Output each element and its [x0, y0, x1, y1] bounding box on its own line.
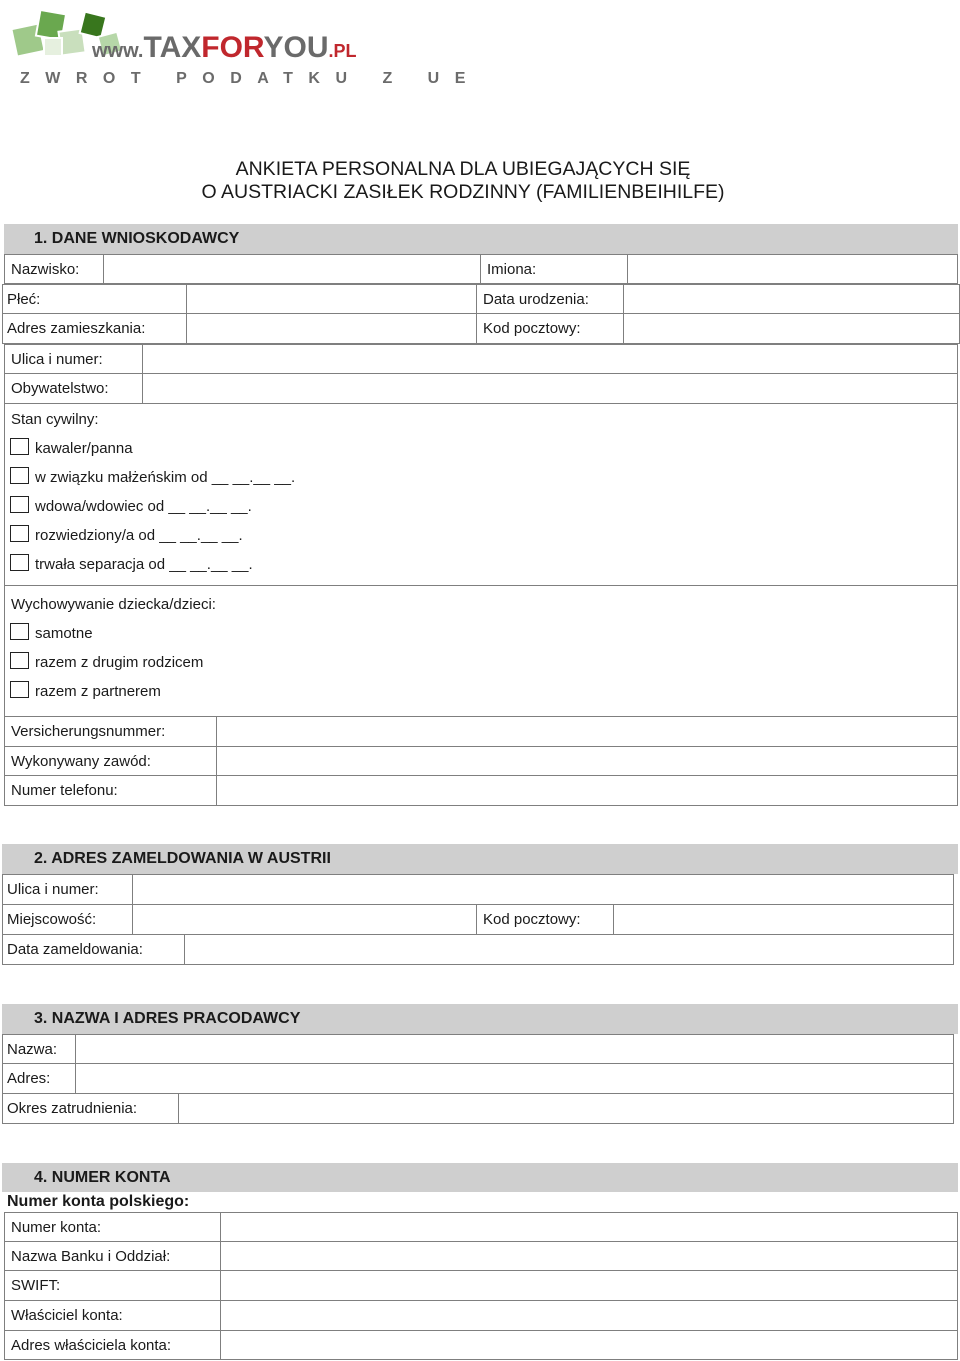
marital-status-label: Stan cywilny: [11, 411, 99, 428]
birth-date-field[interactable] [623, 284, 960, 314]
phone-label: Numer telefonu: [4, 775, 217, 806]
form-title-line1: ANKIETA PERSONALNA DLA UBIEGAJĄCYCH SIĘ [235, 158, 691, 180]
street-field[interactable] [142, 344, 958, 374]
option-married-label: w związku małżeńskim od __ __.__ __. [35, 469, 296, 486]
logo-tagline: ZWROT PODATKU Z UE [20, 70, 481, 87]
checkbox-alone[interactable] [10, 623, 29, 640]
austria-street-field[interactable] [132, 874, 954, 905]
insurance-number-label: Versicherungsnummer: [4, 716, 217, 747]
polish-account-subheading: Numer konta polskiego: [7, 1193, 190, 1210]
postal-code-field[interactable] [623, 313, 960, 344]
employment-period-field[interactable] [178, 1093, 954, 1124]
employer-address-label: Adres: [2, 1063, 76, 1094]
option-with-parent-label: razem z drugim rodzicem [35, 654, 204, 671]
bank-name-field[interactable] [220, 1241, 958, 1271]
citizenship-field[interactable] [142, 373, 958, 404]
section2-heading: 2. ADRES ZAMELDOWANIA W AUSTRII [2, 844, 958, 874]
option-single-label: kawaler/panna [35, 440, 133, 457]
phone-field[interactable] [216, 775, 958, 806]
account-number-field[interactable] [220, 1212, 958, 1242]
employment-period-label: Okres zatrudnienia: [2, 1093, 179, 1124]
occupation-label: Wykonywany zawód: [4, 746, 217, 776]
checkbox-with-partner[interactable] [10, 681, 29, 698]
option-alone-label: samotne [35, 625, 93, 642]
bank-name-label: Nazwa Banku i Oddział: [4, 1241, 221, 1271]
employer-name-field[interactable] [75, 1034, 954, 1064]
citizenship-label: Obywatelstwo: [4, 373, 143, 404]
owner-address-field[interactable] [220, 1330, 958, 1360]
checkbox-single[interactable] [10, 438, 29, 455]
logo-for: FOR [201, 31, 264, 64]
home-address-label: Adres zamieszkania: [2, 313, 187, 344]
insurance-number-field[interactable] [216, 716, 958, 747]
owner-address-label: Adres właściciela konta: [4, 1330, 221, 1360]
logo-tld: .PL [328, 41, 357, 61]
checkbox-divorced[interactable] [10, 525, 29, 542]
gender-field[interactable] [186, 284, 477, 314]
occupation-field[interactable] [216, 746, 958, 776]
given-names-label: Imiona: [480, 254, 628, 284]
registration-date-label: Data zameldowania: [2, 934, 185, 965]
checkbox-separated[interactable] [10, 554, 29, 571]
swift-field[interactable] [220, 1270, 958, 1301]
registration-date-field[interactable] [184, 934, 954, 965]
home-address-field[interactable] [186, 313, 477, 344]
option-widowed-label: wdowa/wdowiec od __ __.__ __. [35, 498, 252, 515]
section1-heading: 1. DANE WNIOSKODAWCY [4, 224, 958, 254]
given-names-field[interactable] [627, 254, 958, 284]
surname-label: Nazwisko: [4, 254, 104, 284]
childcare-label: Wychowywanie dziecka/dzieci: [11, 596, 216, 613]
swift-label: SWIFT: [4, 1270, 221, 1301]
section4-heading: 4. NUMER KONTA [2, 1163, 958, 1192]
logo-tax: TAX [143, 31, 202, 64]
option-with-partner-label: razem z partnerem [35, 683, 161, 700]
section3-heading: 3. NAZWA I ADRES PRACODAWCY [2, 1004, 958, 1034]
postal-code-label: Kod pocztowy: [476, 313, 624, 344]
surname-field[interactable] [103, 254, 481, 284]
checkbox-married[interactable] [10, 467, 29, 484]
street-label: Ulica i numer: [4, 344, 143, 374]
birth-date-label: Data urodzenia: [476, 284, 624, 314]
employer-address-field[interactable] [75, 1063, 954, 1094]
austria-street-label: Ulica i numer: [2, 874, 133, 905]
gender-label: Płeć: [2, 284, 187, 314]
logo-wordmark [92, 32, 357, 67]
austria-city-field[interactable] [132, 904, 477, 935]
employer-name-label: Nazwa: [2, 1034, 76, 1064]
checkbox-widowed[interactable] [10, 496, 29, 513]
austria-postal-field[interactable] [613, 904, 954, 935]
austria-postal-label: Kod pocztowy: [476, 904, 614, 935]
account-owner-field[interactable] [220, 1300, 958, 1331]
option-divorced-label: rozwiedziony/a od __ __.__ __. [35, 527, 243, 544]
account-owner-label: Właściciel konta: [4, 1300, 221, 1331]
logo-www: www. [92, 40, 144, 62]
option-separated-label: trwała separacja od __ __.__ __. [35, 556, 253, 573]
austria-city-label: Miejscowość: [2, 904, 133, 935]
logo [0, 0, 481, 95]
form-title-line2: O AUSTRIACKI ZASIŁEK RODZINNY (FAMILIENBEIHILFE) [201, 181, 725, 203]
account-number-label: Numer konta: [4, 1212, 221, 1242]
checkbox-with-parent[interactable] [10, 652, 29, 669]
logo-you: YOU [263, 31, 329, 64]
